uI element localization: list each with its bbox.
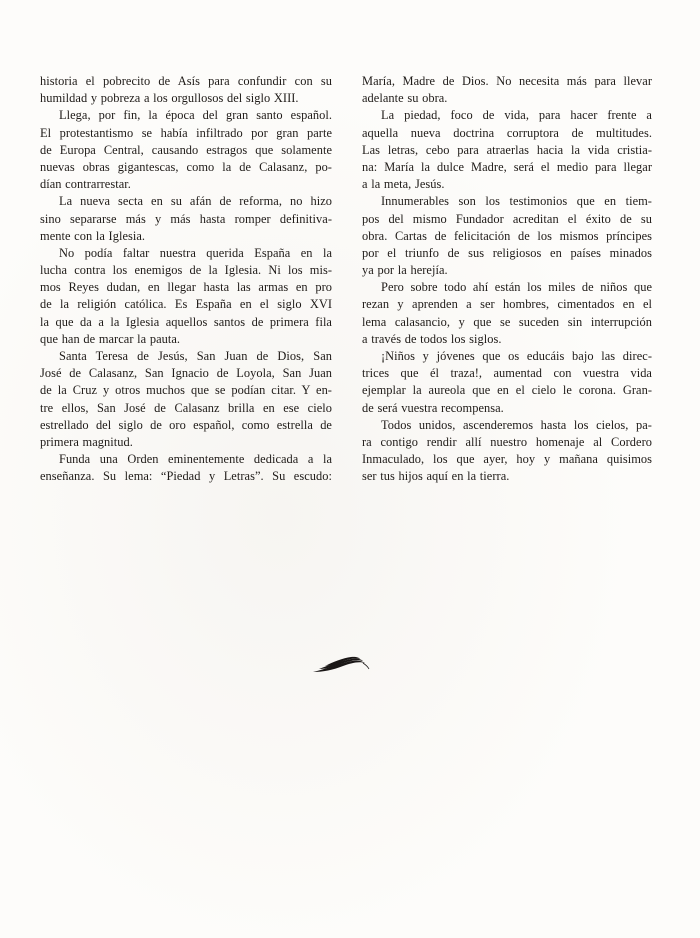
text-line: rezan y aprenden a ser hombres, cimentados en el: [362, 297, 652, 312]
text-line: humildad y pobreza a los orgullosos del siglo XIII.: [40, 91, 299, 106]
swash-feather-ornament-icon: [311, 655, 371, 677]
text-line: Las letras, cebo para atraerlas hacia la vida cristia-: [362, 142, 652, 157]
text-line: nuevas obras gigantescas, como la de Calasanz, po-: [40, 159, 332, 174]
text-line: que han de marcar la pauta.: [40, 331, 181, 346]
text-line: La piedad, foco de vida, para hacer frente a: [381, 108, 652, 123]
text-line: Santa Teresa de Jesús, San Juan de Dios, San: [59, 349, 332, 363]
text-line: obra. Cartas de felicitación de los mismos príncipes: [362, 228, 652, 243]
paragraph: [362, 348, 652, 417]
paragraph: [40, 451, 332, 485]
text-line: de la Cruz y otros muchos que se podían citar. Y en-: [40, 383, 332, 398]
paragraph: [362, 417, 652, 486]
text-line: Llega, por fin, la época del gran santo español.: [59, 108, 332, 123]
text-line: ya por la herejía.: [362, 263, 448, 278]
text-line: aquella nueva doctrina corruptora de multitudes.: [362, 125, 652, 140]
text-line: pos del mismo Fundador acreditan el éxito de su: [362, 211, 652, 226]
text-line: Pero sobre todo ahí están los miles de niños que: [381, 280, 652, 295]
paragraph: [40, 245, 332, 348]
text-line: Innumerables son los testimonios que en tiem-: [381, 194, 652, 209]
text-line: No podía faltar nuestra querida España en la: [59, 245, 332, 260]
text-line: adelante su obra.: [362, 91, 448, 106]
text-line: mos Reyes dudan, en llegar hasta las armas en pro: [40, 280, 332, 295]
paragraph: [362, 107, 652, 193]
text-line: por el triunfo de sus religiosos en países minados: [362, 245, 652, 260]
text-line: dían contrarrestar.: [40, 177, 131, 192]
text-line: José de Calasanz, San Ignacio de Loyola, San Juan: [40, 366, 332, 381]
text-line: Funda una Orden eminentemente dedicada a la: [59, 452, 332, 467]
text-line: estrellado del siglo de oro español, como estrella de: [40, 417, 332, 432]
text-line: de la religión católica. Es España en el siglo XVI: [40, 297, 332, 312]
text-line: primera magnitud.: [40, 434, 133, 449]
text-line: lucha contra los enemigos de la Iglesia. Ni los mis-: [40, 263, 332, 278]
text-line: de Europa Central, causando estragos que solamente: [40, 142, 332, 157]
text-line: na: María la dulce Madre, será el medio para llegar: [362, 159, 652, 174]
text-line: enseñanza. Su lema: “Piedad y Letras”. Su escudo:: [40, 469, 332, 484]
text-line: La nueva secta en su afán de reforma, no hizo: [59, 194, 332, 209]
paragraph: [40, 193, 332, 245]
text-line: a la meta, Jesús.: [362, 177, 445, 192]
text-line: ¡Niños y jóvenes que os educáis bajo las direc-: [381, 349, 652, 363]
text-line: ejemplar la aureola que en el cielo le corona. Gran-: [362, 383, 652, 398]
left-column: [40, 73, 332, 486]
text-line: Inmaculado, los que ayer, hoy y mañana quisimos: [362, 452, 652, 467]
text-line: Todos unidos, ascenderemos hasta los cielos, pa-: [381, 417, 652, 432]
text-line: lema calasancio, y que se suceden sin interrupción: [362, 314, 652, 329]
text-line: María, Madre de Dios. No necesita más para llevar: [362, 74, 652, 88]
paragraph: [362, 193, 652, 279]
text-line: la que da a la Iglesia aquellos santos de primera fila: [40, 314, 332, 329]
right-column: [362, 73, 652, 486]
text-line: trices que él traza!, aumentad con vuestra vida: [362, 366, 652, 381]
text-line: de será vuestra recompensa.: [362, 400, 504, 415]
text-line: mente con la Iglesia.: [40, 228, 146, 243]
paragraph: [40, 348, 332, 451]
paragraph: [40, 107, 332, 193]
text-line: El protestantismo se había infiltrado por gran parte: [40, 125, 332, 140]
text-line: tre ellos, San José de Calasanz brilla en ese cielo: [40, 400, 332, 415]
paragraph: [40, 73, 332, 107]
paragraph: [362, 73, 652, 107]
text-line: historia el pobrecito de Asís para confundir con su: [40, 74, 332, 88]
text-line: ra contigo rendir allí nuestro homenaje al Cordero: [362, 434, 652, 449]
text-line: ser tus hijos aquí en la tierra.: [362, 469, 510, 484]
text-line: sino separarse más y más hasta romper definitiva-: [40, 211, 332, 226]
text-line: a través de todos los siglos.: [362, 331, 502, 346]
paragraph: [362, 279, 652, 348]
